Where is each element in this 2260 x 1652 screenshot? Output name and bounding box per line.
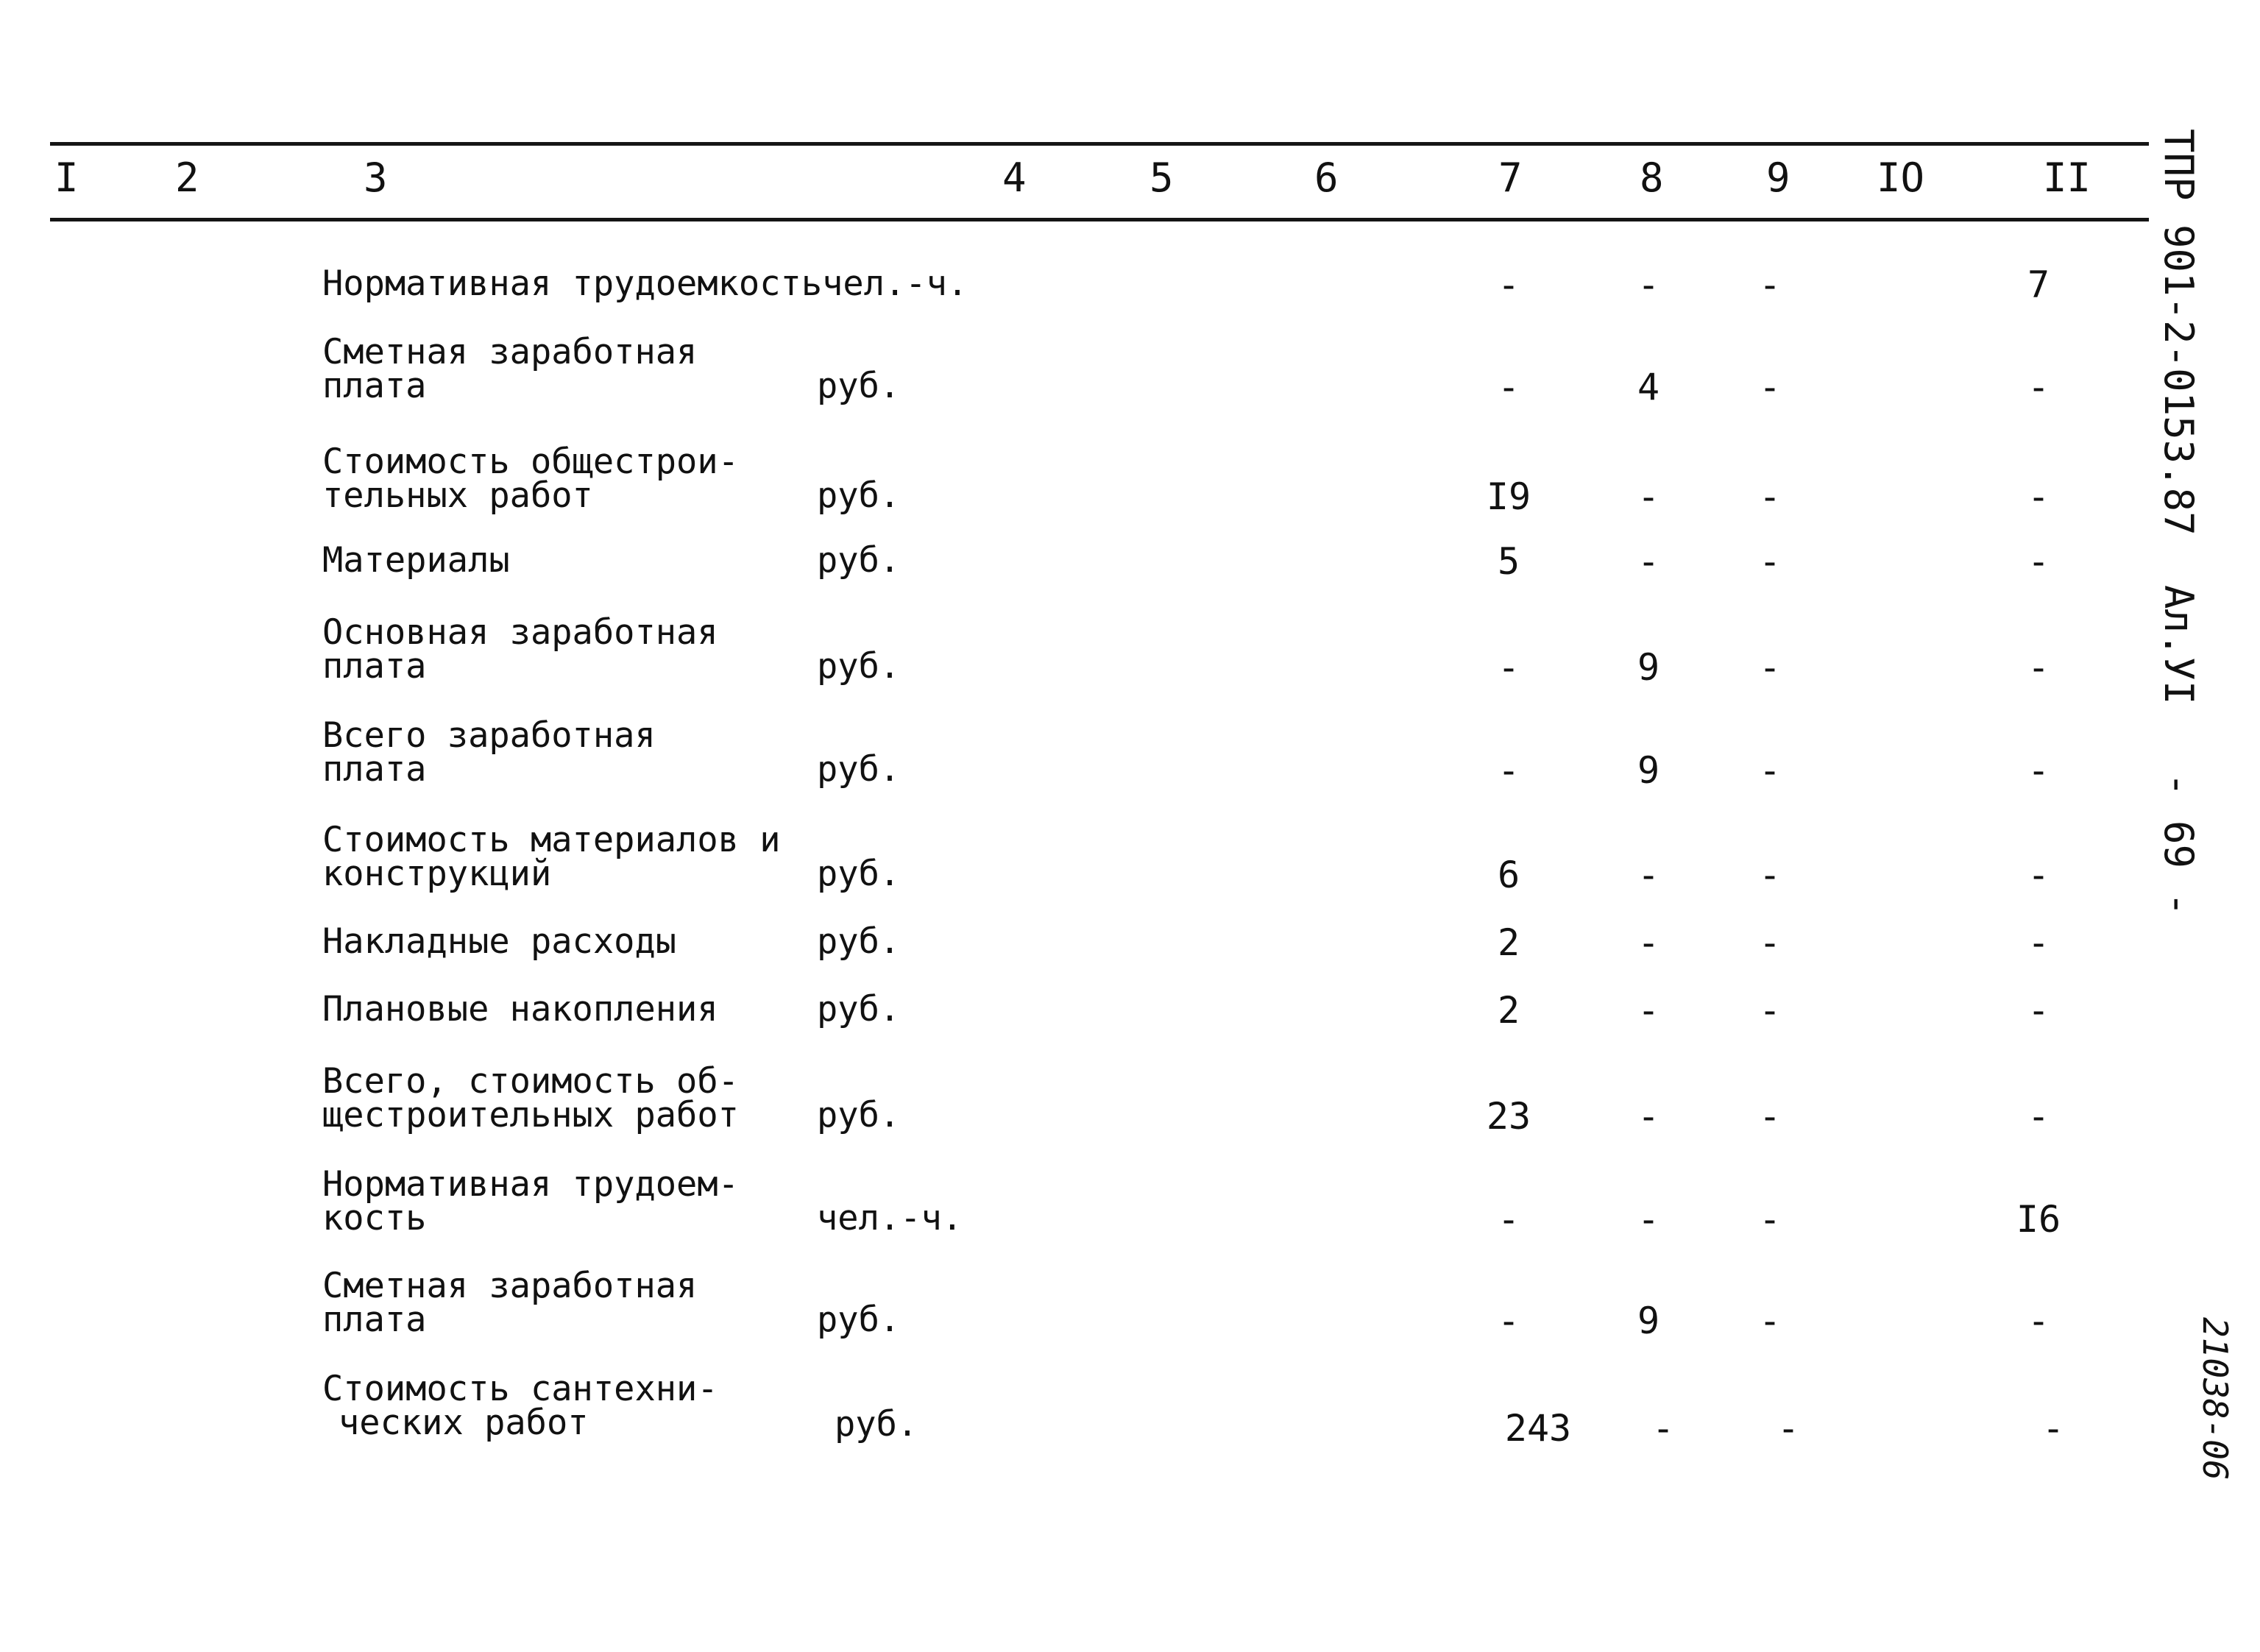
table-row — [0, 612, 2134, 696]
row-name-line1: Стоимость сантехни- — [322, 1369, 718, 1409]
row-col11: I6 — [2016, 1198, 2061, 1241]
sheet-label: Ал.УI — [2155, 585, 2202, 705]
row-col8: 9 — [1637, 1300, 1660, 1342]
row-col7: - — [1497, 749, 1520, 792]
row-col9: - — [1758, 1198, 1782, 1241]
row-unit: руб. — [817, 1095, 901, 1135]
row-col8: - — [1637, 540, 1660, 583]
row-name-line2: плата — [322, 646, 427, 687]
row-col8: 9 — [1637, 646, 1660, 689]
column-header-3: 3 — [364, 155, 388, 201]
table-row — [0, 1164, 2134, 1248]
row-name-line1: Накладные расходы — [322, 921, 677, 962]
row-col11: - — [2027, 1095, 2050, 1138]
row-unit: руб. — [817, 646, 901, 687]
row-col7: - — [1497, 263, 1520, 306]
row-name-line1: Стоимость материалов и — [322, 820, 781, 860]
row-col7: 243 — [1504, 1407, 1572, 1450]
row-col8: - — [1637, 921, 1660, 964]
row-col11: - — [2027, 540, 2050, 583]
row-col9: - — [1758, 1300, 1782, 1342]
row-col8: - — [1637, 854, 1660, 896]
row-unit: руб. — [817, 540, 901, 581]
row-col8: 4 — [1637, 366, 1660, 408]
table-row — [0, 715, 2134, 799]
row-name-line1: Сметная заработная — [322, 332, 698, 372]
table-row — [0, 259, 2134, 340]
row-unit: руб. — [817, 854, 901, 894]
row-name-line1: Всего, стоимость об- — [322, 1061, 739, 1102]
row-unit: руб. — [817, 749, 901, 790]
row-name-line1: Сметная заработная — [322, 1266, 698, 1306]
row-col7: 23 — [1486, 1095, 1531, 1138]
row-col7: - — [1497, 1198, 1520, 1241]
column-header-10: IO — [1877, 155, 1925, 201]
row-name-line1: Материалы — [322, 540, 510, 581]
row-col9: - — [1758, 854, 1782, 896]
table-row — [0, 1369, 2134, 1453]
table-row — [0, 1061, 2134, 1145]
table-row — [0, 989, 2134, 1073]
table-row — [0, 540, 2134, 624]
table-row — [0, 444, 2134, 525]
row-col11: - — [2027, 854, 2050, 896]
row-name-line2: плата — [322, 366, 427, 406]
row-col9: - — [1758, 1095, 1782, 1138]
header-top-rule — [50, 142, 2149, 146]
row-unit: руб. — [835, 1404, 918, 1444]
row-col7: 5 — [1497, 540, 1520, 583]
row-name-line1: Нормативная трудоемкостьчел.-ч. — [322, 263, 968, 304]
row-unit: руб. — [817, 366, 901, 406]
row-col8: 9 — [1637, 749, 1660, 792]
table-row — [0, 332, 2134, 416]
row-col11: - — [2027, 989, 2050, 1032]
archive-number: 21038-06 — [2195, 1317, 2235, 1481]
row-name-line2: ческих работ — [339, 1403, 589, 1443]
table-row — [0, 1266, 2134, 1350]
row-col7: I9 — [1486, 475, 1531, 518]
row-name-line2: тельных работ — [322, 475, 593, 516]
row-col9: - — [1758, 989, 1782, 1032]
row-col8: - — [1637, 263, 1660, 306]
row-col7: 2 — [1497, 989, 1520, 1032]
row-col11: - — [2027, 475, 2050, 518]
table-row — [0, 820, 2134, 904]
row-col11: - — [2027, 1300, 2050, 1342]
row-name-line1: Плановые накопления — [322, 989, 718, 1029]
row-col11: - — [2041, 1407, 2065, 1450]
column-header-2: 2 — [175, 155, 199, 201]
column-header-11: II — [2043, 155, 2091, 201]
column-header-9: 9 — [1766, 155, 1790, 201]
row-col7: 6 — [1497, 854, 1520, 896]
row-unit: руб. — [817, 989, 901, 1029]
row-col8: - — [1637, 989, 1660, 1032]
row-col7: - — [1497, 646, 1520, 689]
row-unit: руб. — [817, 1300, 901, 1340]
row-col8: - — [1637, 1095, 1660, 1138]
row-col9: - — [1758, 646, 1782, 689]
column-header-7: 7 — [1498, 155, 1523, 201]
row-col9: - — [1777, 1407, 1800, 1450]
row-col8: - — [1651, 1407, 1675, 1450]
row-name-line2: плата — [322, 1300, 427, 1340]
header-bottom-rule — [50, 218, 2149, 221]
row-col11: - — [2027, 646, 2050, 689]
row-col9: - — [1758, 540, 1782, 583]
page-number: - 69 - — [2155, 773, 2202, 917]
column-header-5: 5 — [1150, 155, 1174, 201]
row-name-line1: Основная заработная — [322, 612, 718, 653]
row-col8: - — [1637, 1198, 1660, 1241]
row-name-line2: конструкций — [322, 854, 552, 894]
row-name-line2: плата — [322, 749, 427, 790]
row-col11: - — [2027, 366, 2050, 408]
row-col11: - — [2027, 921, 2050, 964]
row-col8: - — [1637, 475, 1660, 518]
row-col7: - — [1497, 1300, 1520, 1342]
row-name-line2: кость — [322, 1198, 427, 1238]
row-unit: руб. — [817, 921, 901, 962]
row-col7: - — [1497, 366, 1520, 408]
row-name-line1: Стоимость общестрои- — [322, 442, 739, 482]
row-unit: чел.-ч. — [817, 1198, 963, 1238]
row-col7: 2 — [1497, 921, 1520, 964]
row-col9: - — [1758, 475, 1782, 518]
row-name-line1: Всего заработная — [322, 715, 656, 756]
row-col9: - — [1758, 366, 1782, 408]
column-header-4: 4 — [1002, 155, 1027, 201]
column-header-1: I — [54, 155, 79, 201]
column-header-6: 6 — [1314, 155, 1339, 201]
row-col9: - — [1758, 921, 1782, 964]
row-col9: - — [1758, 749, 1782, 792]
document-code: ТПР 901-2-0153.87 — [2155, 129, 2202, 536]
row-col11: 7 — [2027, 263, 2050, 306]
row-name-line1: Нормативная трудоем- — [322, 1164, 739, 1205]
row-col9: - — [1758, 263, 1782, 306]
row-col11: - — [2027, 749, 2050, 792]
row-name-line2: щестроительных работ — [322, 1095, 739, 1135]
row-unit: руб. — [817, 475, 901, 516]
column-header-8: 8 — [1640, 155, 1664, 201]
